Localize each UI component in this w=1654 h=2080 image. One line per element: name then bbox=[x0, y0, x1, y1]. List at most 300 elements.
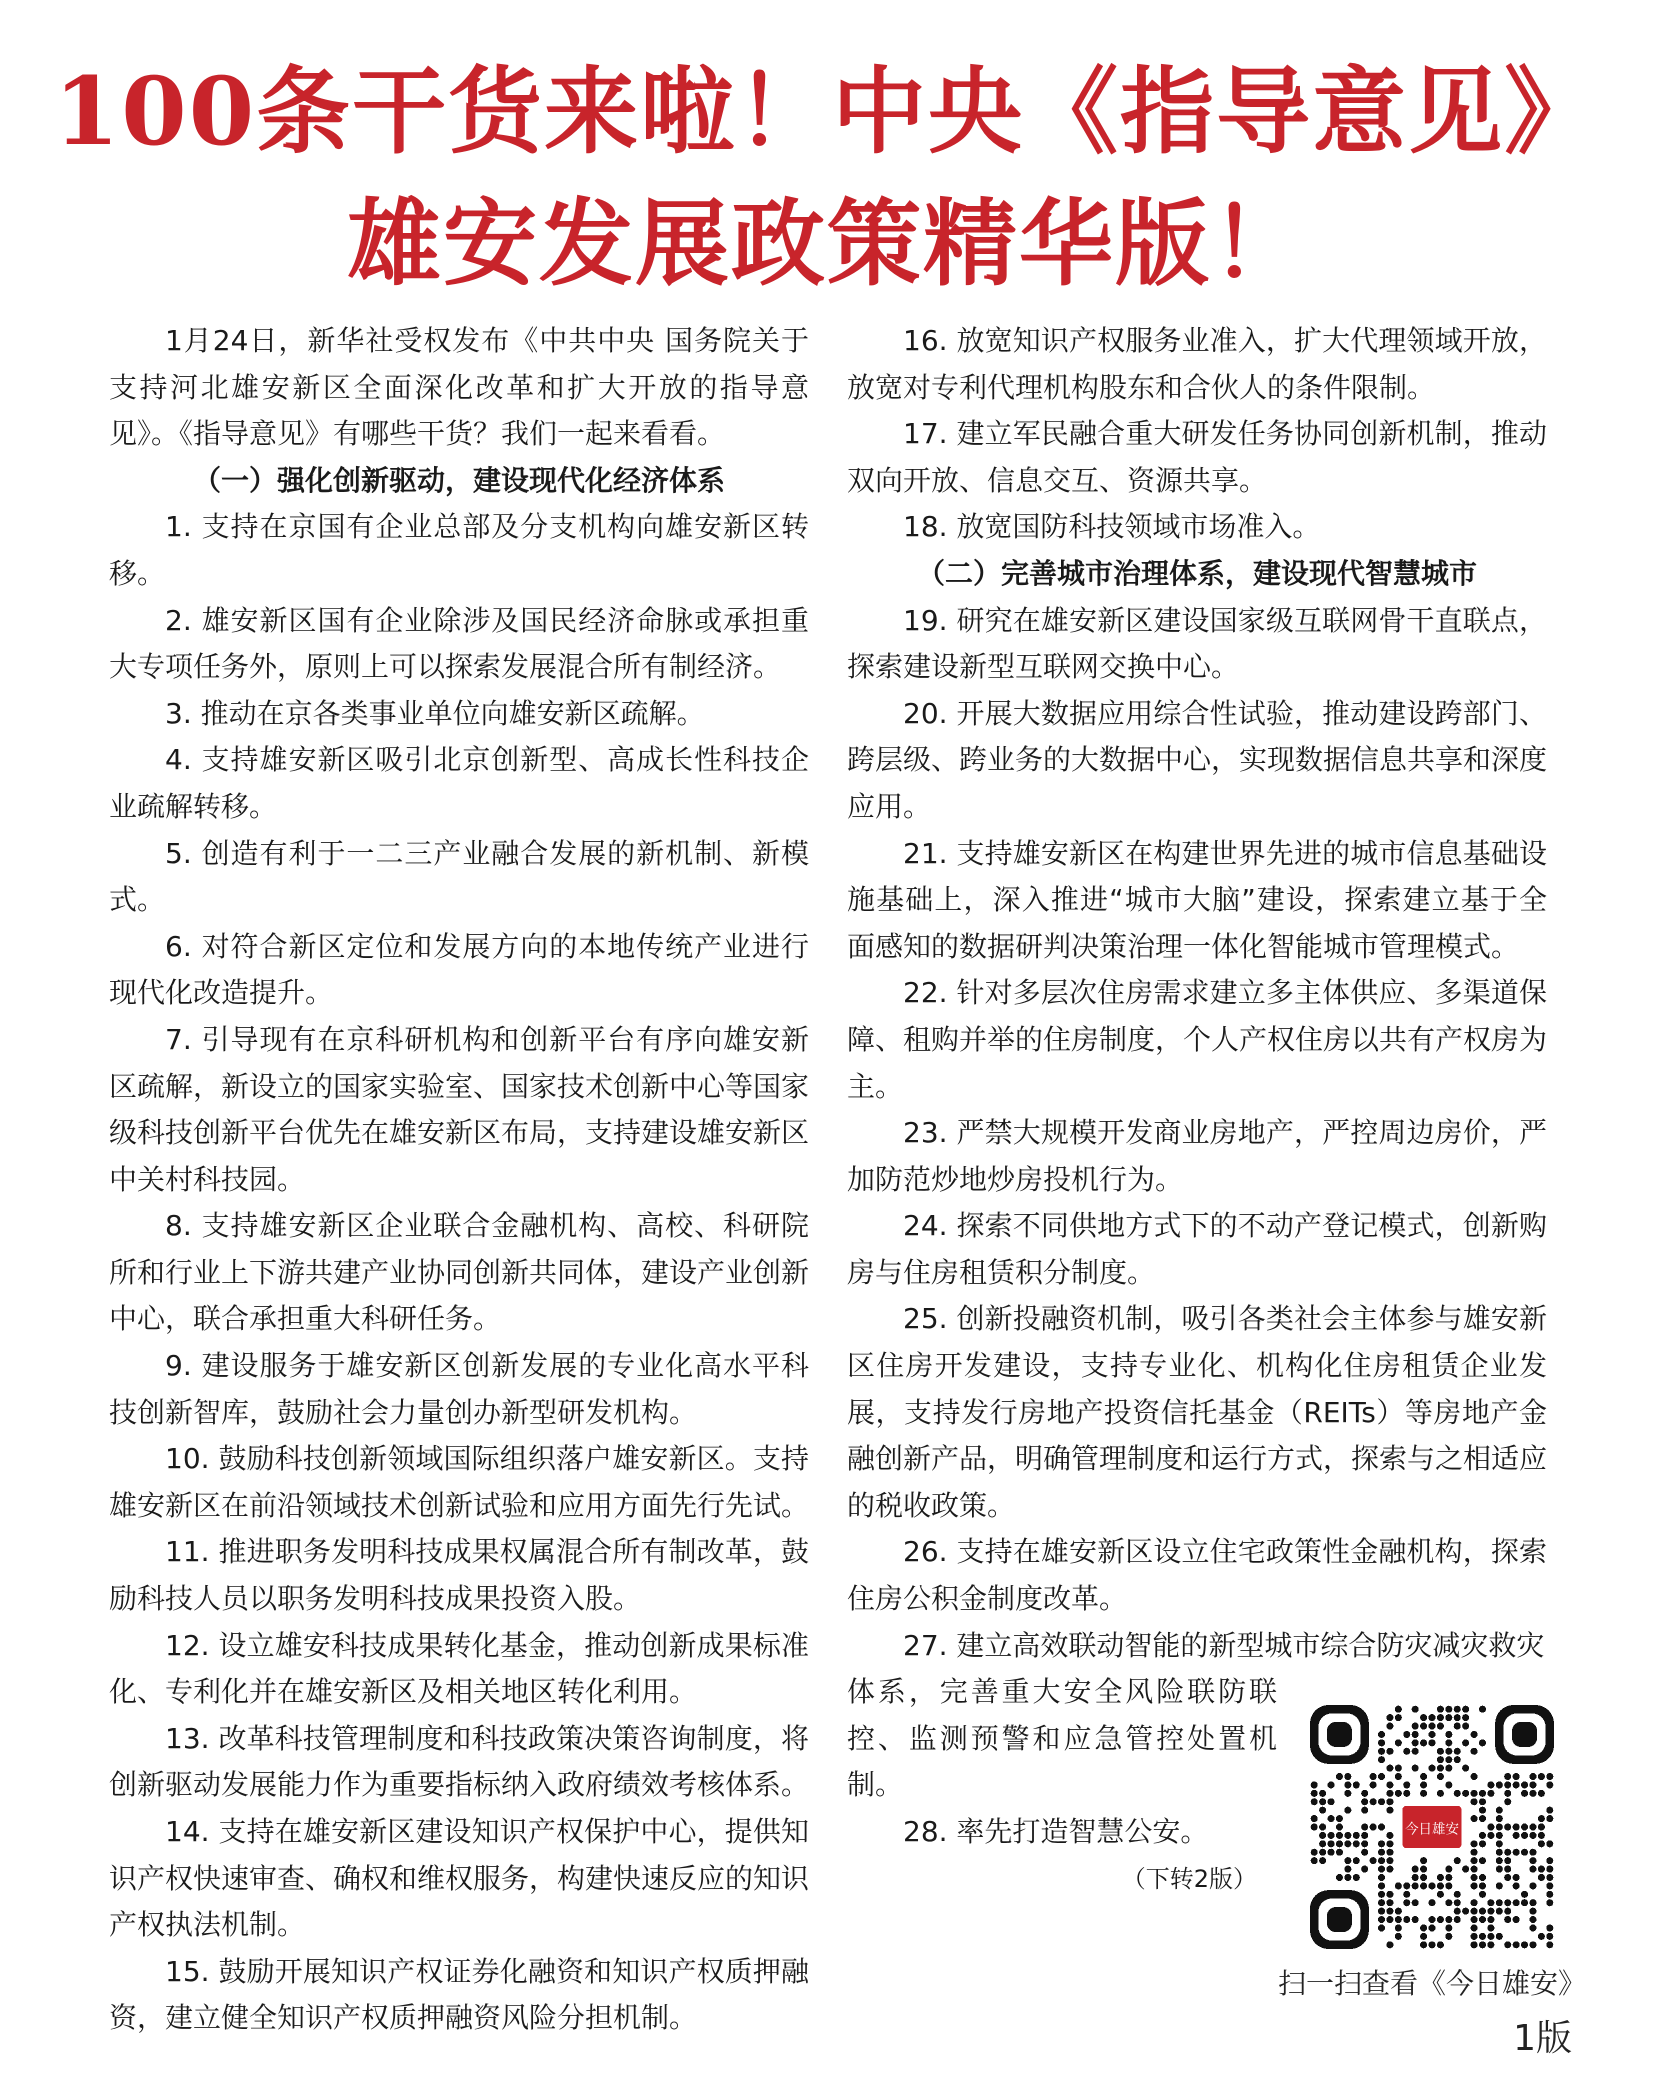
qr-module bbox=[1496, 1849, 1503, 1856]
list-item: 15. 鼓励开展知识产权证券化融资和知识产权质押融资，建立健全知识产权质押融资风险分担机制。 bbox=[109, 1954, 809, 2035]
qr-module bbox=[1445, 1781, 1452, 1788]
qr-code[interactable] bbox=[1310, 1705, 1554, 1949]
qr-module bbox=[1471, 1916, 1478, 1923]
qr-module bbox=[1428, 1731, 1435, 1738]
qr-module bbox=[1344, 1781, 1351, 1788]
qr-module bbox=[1529, 1773, 1536, 1780]
qr-module bbox=[1361, 1849, 1368, 1856]
qr-module bbox=[1445, 1882, 1452, 1889]
qr-module bbox=[1428, 1739, 1435, 1746]
qr-module bbox=[1378, 1924, 1385, 1931]
qr-module bbox=[1546, 1924, 1553, 1931]
qr-module bbox=[1412, 1899, 1419, 1906]
qr-module bbox=[1445, 1874, 1452, 1881]
qr-module bbox=[1529, 1849, 1536, 1856]
qr-module bbox=[1386, 1714, 1393, 1721]
qr-module bbox=[1386, 1840, 1393, 1847]
qr-module bbox=[1513, 1823, 1520, 1830]
qr-module bbox=[1529, 1832, 1536, 1839]
qr-module bbox=[1546, 1840, 1553, 1847]
qr-module bbox=[1386, 1765, 1393, 1772]
qr-module bbox=[1546, 1857, 1553, 1864]
qr-module bbox=[1538, 1832, 1545, 1839]
qr-module bbox=[1462, 1739, 1469, 1746]
qr-module bbox=[1412, 1723, 1419, 1730]
qr-module bbox=[1437, 1874, 1444, 1881]
qr-module bbox=[1445, 1866, 1452, 1873]
qr-module bbox=[1328, 1781, 1335, 1788]
qr-module bbox=[1513, 1882, 1520, 1889]
qr-module bbox=[1479, 1815, 1486, 1822]
qr-module bbox=[1504, 1798, 1511, 1805]
qr-module bbox=[1445, 1916, 1452, 1923]
qr-module bbox=[1395, 1765, 1402, 1772]
qr-module bbox=[1428, 1899, 1435, 1906]
qr-module bbox=[1386, 1857, 1393, 1864]
qr-module bbox=[1428, 1882, 1435, 1889]
qr-module bbox=[1521, 1941, 1528, 1948]
qr-module bbox=[1336, 1815, 1343, 1822]
qr-module bbox=[1378, 1908, 1385, 1915]
qr-module bbox=[1529, 1790, 1536, 1797]
qr-module bbox=[1319, 1849, 1326, 1856]
qr-module bbox=[1361, 1790, 1368, 1797]
qr-module bbox=[1437, 1706, 1444, 1713]
qr-module bbox=[1386, 1723, 1393, 1730]
list-item: 10. 鼓励科技创新领域国际组织落户雄安新区。支持雄安新区在前沿领域技术创新试验和应用方面先行先试。 bbox=[109, 1442, 810, 1522]
headline-line-1: 100条干货来啦！中央《指导意见》 bbox=[53, 57, 1601, 167]
qr-module bbox=[1546, 1781, 1553, 1788]
qr-module bbox=[1378, 1731, 1385, 1738]
qr-module bbox=[1395, 1773, 1402, 1780]
qr-module bbox=[1319, 1790, 1326, 1797]
list-item-27-start: 27. 建立高效联动智能的新型城市综合防灾减灾救灾 bbox=[903, 1628, 1545, 1662]
list-item: 24. 探索不同供地方式下的不动产登记模式，创新购房与住房租赁积分制度。 bbox=[847, 1209, 1547, 1289]
qr-module bbox=[1445, 1739, 1452, 1746]
qr-module bbox=[1428, 1765, 1435, 1772]
qr-module bbox=[1445, 1714, 1452, 1721]
qr-module bbox=[1487, 1790, 1494, 1797]
qr-module bbox=[1521, 1899, 1528, 1906]
qr-module bbox=[1420, 1941, 1427, 1948]
qr-module bbox=[1420, 1933, 1427, 1940]
qr-module bbox=[1412, 1748, 1419, 1755]
qr-module bbox=[1319, 1840, 1326, 1847]
qr-module bbox=[1378, 1849, 1385, 1856]
qr-module bbox=[1529, 1924, 1536, 1931]
qr-module bbox=[1496, 1832, 1503, 1839]
qr-module bbox=[1378, 1882, 1385, 1889]
qr-module bbox=[1395, 1916, 1402, 1923]
qr-module bbox=[1496, 1882, 1503, 1889]
qr-module bbox=[1471, 1874, 1478, 1881]
qr-module bbox=[1344, 1857, 1351, 1864]
qr-module bbox=[1445, 1706, 1452, 1713]
qr-module bbox=[1513, 1874, 1520, 1881]
qr-module bbox=[1487, 1823, 1494, 1830]
qr-module bbox=[1428, 1714, 1435, 1721]
qr-module bbox=[1403, 1731, 1410, 1738]
list-item: 13. 改革科技管理制度和科技政策决策咨询制度，将创新驱动发展能力作为重要指标纳入政府绩效考核体系。 bbox=[109, 1721, 810, 1802]
qr-module bbox=[1496, 1899, 1503, 1906]
list-item: 28. 率先打造智慧公安。 bbox=[903, 1815, 1209, 1848]
list-item: 18. 放宽国防科技领域市场准入。 bbox=[903, 510, 1321, 544]
qr-module bbox=[1353, 1874, 1360, 1881]
qr-module bbox=[1412, 1739, 1419, 1746]
qr-module bbox=[1454, 1857, 1461, 1864]
qr-module bbox=[1344, 1832, 1351, 1839]
qr-module bbox=[1412, 1874, 1419, 1881]
qr-module bbox=[1412, 1731, 1419, 1738]
qr-module bbox=[1445, 1731, 1452, 1738]
qr-module bbox=[1479, 1832, 1486, 1839]
qr-module bbox=[1370, 1781, 1377, 1788]
qr-module bbox=[1378, 1773, 1385, 1780]
qr-module bbox=[1445, 1933, 1452, 1940]
qr-module bbox=[1504, 1790, 1511, 1797]
list-item-27-continued: 体系，完善重大安全风险联防联控、监测预警和应急管控处置机制。 bbox=[847, 1675, 1277, 1802]
qr-module bbox=[1479, 1908, 1486, 1915]
qr-module bbox=[1496, 1781, 1503, 1788]
list-item: 16. 放宽知识产权服务业准入，扩大代理领域开放，放宽对专利代理机构股东和合伙人的条件限制。 bbox=[847, 324, 1547, 404]
left-column bbox=[109, 318, 809, 2042]
qr-module bbox=[1437, 1882, 1444, 1889]
qr-module bbox=[1420, 1874, 1427, 1881]
qr-module bbox=[1496, 1823, 1503, 1830]
qr-module bbox=[1546, 1866, 1553, 1873]
qr-module bbox=[1311, 1857, 1318, 1864]
qr-module bbox=[1479, 1874, 1486, 1881]
qr-module bbox=[1471, 1924, 1478, 1931]
qr-module bbox=[1479, 1916, 1486, 1923]
qr-module bbox=[1487, 1908, 1494, 1915]
list-item: 21. 支持雄安新区在构建世界先进的城市信息基础设施基础上，深入推进“城市大脑”建设，探索建立基于全面感知的数据研判决策治理一体化智能城市管理模式。 bbox=[847, 836, 1547, 963]
qr-module bbox=[1370, 1773, 1377, 1780]
qr-module bbox=[1311, 1798, 1318, 1805]
qr-module bbox=[1471, 1773, 1478, 1780]
qr-module bbox=[1412, 1706, 1419, 1713]
qr-module bbox=[1361, 1823, 1368, 1830]
qr-module bbox=[1546, 1933, 1553, 1940]
qr-module bbox=[1403, 1790, 1410, 1797]
qr-module bbox=[1386, 1807, 1393, 1814]
qr-module bbox=[1454, 1916, 1461, 1923]
qr-module bbox=[1336, 1823, 1343, 1830]
section-heading-1: （一）强化创新驱动，建设现代化经济体系 bbox=[192, 463, 725, 497]
qr-module bbox=[1504, 1773, 1511, 1780]
qr-module bbox=[1529, 1781, 1536, 1788]
qr-module bbox=[1521, 1891, 1528, 1898]
qr-module bbox=[1496, 1857, 1503, 1864]
qr-module bbox=[1487, 1916, 1494, 1923]
qr-module bbox=[1344, 1807, 1351, 1814]
qr-module bbox=[1521, 1849, 1528, 1856]
qr-module bbox=[1412, 1916, 1419, 1923]
qr-module bbox=[1420, 1714, 1427, 1721]
qr-module bbox=[1462, 1866, 1469, 1873]
list-item: 12. 设立雄安科技成果转化基金，推动创新成果标准化、专利化并在雄安新区及相关地区转化利用。 bbox=[109, 1628, 809, 1709]
qr-module bbox=[1437, 1773, 1444, 1780]
list-item: 1. 支持在京国有企业总部及分支机构向雄安新区转移。 bbox=[109, 510, 809, 590]
qr-module bbox=[1504, 1908, 1511, 1915]
qr-module bbox=[1529, 1899, 1536, 1906]
qr-module bbox=[1546, 1773, 1553, 1780]
qr-module bbox=[1487, 1781, 1494, 1788]
qr-module bbox=[1395, 1706, 1402, 1713]
qr-module bbox=[1496, 1866, 1503, 1873]
qr-module bbox=[1462, 1706, 1469, 1713]
qr-module bbox=[1328, 1840, 1335, 1847]
qr-module bbox=[1412, 1765, 1419, 1772]
qr-module bbox=[1471, 1731, 1478, 1738]
qr-module bbox=[1336, 1849, 1343, 1856]
qr-module bbox=[1344, 1840, 1351, 1847]
qr-module bbox=[1487, 1899, 1494, 1906]
qr-module bbox=[1513, 1941, 1520, 1948]
qr-module bbox=[1521, 1790, 1528, 1797]
qr-module bbox=[1428, 1916, 1435, 1923]
qr-module bbox=[1487, 1941, 1494, 1948]
list-item: 17. 建立军民融合重大研发任务协同创新机制，推动双向开放、信息交互、资源共享。 bbox=[847, 417, 1547, 497]
qr-module bbox=[1378, 1748, 1385, 1755]
qr-module bbox=[1504, 1899, 1511, 1906]
qr-module bbox=[1353, 1840, 1360, 1847]
qr-module bbox=[1471, 1908, 1478, 1915]
qr-module bbox=[1454, 1790, 1461, 1797]
qr-module bbox=[1529, 1908, 1536, 1915]
qr-module bbox=[1420, 1924, 1427, 1931]
qr-module bbox=[1504, 1823, 1511, 1830]
qr-module bbox=[1504, 1874, 1511, 1881]
qr-module bbox=[1471, 1815, 1478, 1822]
qr-module bbox=[1445, 1748, 1452, 1755]
qr-module bbox=[1437, 1714, 1444, 1721]
qr-module bbox=[1386, 1908, 1393, 1915]
qr-module bbox=[1546, 1941, 1553, 1948]
qr-module bbox=[1479, 1840, 1486, 1847]
qr-module bbox=[1336, 1840, 1343, 1847]
qr-module bbox=[1529, 1866, 1536, 1873]
qr-module bbox=[1437, 1941, 1444, 1948]
list-item: 11. 推进职务发明科技成果权属混合所有制改革，鼓励科技人员以职务发明科技成果投资入股。 bbox=[109, 1535, 809, 1616]
qr-module bbox=[1471, 1941, 1478, 1948]
qr-module bbox=[1361, 1798, 1368, 1805]
qr-module bbox=[1454, 1706, 1461, 1713]
list-item: 22. 针对多层次住房需求建立多主体供应、多渠道保障、租购并举的住房制度，个人产权住房以共有产权房为主。 bbox=[847, 976, 1548, 1103]
qr-module bbox=[1353, 1781, 1360, 1788]
qr-module bbox=[1479, 1807, 1486, 1814]
qr-module bbox=[1353, 1857, 1360, 1864]
qr-finder-bottom-left bbox=[1310, 1890, 1369, 1949]
qr-finder-top-left bbox=[1310, 1705, 1369, 1764]
qr-module bbox=[1403, 1891, 1410, 1898]
qr-module bbox=[1420, 1723, 1427, 1730]
qr-module bbox=[1420, 1882, 1427, 1889]
headline bbox=[0, 46, 1654, 310]
qr-module bbox=[1378, 1823, 1385, 1830]
qr-module bbox=[1471, 1933, 1478, 1940]
qr-module bbox=[1403, 1882, 1410, 1889]
qr-module bbox=[1538, 1815, 1545, 1822]
qr-module bbox=[1504, 1857, 1511, 1864]
qr-module bbox=[1428, 1723, 1435, 1730]
qr-module bbox=[1513, 1849, 1520, 1856]
qr-module bbox=[1504, 1866, 1511, 1873]
qr-module bbox=[1311, 1790, 1318, 1797]
qr-module bbox=[1378, 1916, 1385, 1923]
qr-module bbox=[1513, 1899, 1520, 1906]
qr-module bbox=[1546, 1891, 1553, 1898]
qr-module bbox=[1378, 1840, 1385, 1847]
list-item: 2. 雄安新区国有企业除涉及国民经济命脉或承担重大专项任务外，原则上可以探索发展混合所有制经济。 bbox=[109, 603, 809, 684]
list-item: 20. 开展大数据应用综合性试验，推动建设跨部门、跨层级、跨业务的大数据中心，实现数据信息共享和深度应用。 bbox=[847, 696, 1548, 823]
qr-module bbox=[1386, 1891, 1393, 1898]
qr-module bbox=[1471, 1899, 1478, 1906]
page-number: 1版 bbox=[1513, 2018, 1572, 2059]
headline-line-2: 雄安发展政策精华版！ bbox=[346, 189, 1307, 299]
qr-module bbox=[1437, 1891, 1444, 1898]
qr-module bbox=[1504, 1916, 1511, 1923]
qr-module bbox=[1344, 1866, 1351, 1873]
qr-module bbox=[1521, 1823, 1528, 1830]
qr-module bbox=[1328, 1798, 1335, 1805]
qr-module bbox=[1403, 1916, 1410, 1923]
qr-module bbox=[1386, 1866, 1393, 1873]
qr-module bbox=[1479, 1790, 1486, 1797]
qr-module bbox=[1454, 1748, 1461, 1755]
qr-module bbox=[1386, 1849, 1393, 1856]
qr-module bbox=[1437, 1790, 1444, 1797]
qr-module bbox=[1437, 1748, 1444, 1755]
qr-module bbox=[1386, 1781, 1393, 1788]
qr-module bbox=[1538, 1823, 1545, 1830]
qr-module bbox=[1487, 1832, 1494, 1839]
qr-module bbox=[1361, 1840, 1368, 1847]
qr-finder-top-right bbox=[1495, 1705, 1554, 1764]
qr-module bbox=[1319, 1832, 1326, 1839]
qr-module bbox=[1378, 1866, 1385, 1873]
qr-module bbox=[1454, 1891, 1461, 1898]
qr-module bbox=[1378, 1739, 1385, 1746]
continued-on-page-2-note: （下转2版） bbox=[1121, 1864, 1257, 1893]
qr-module bbox=[1479, 1941, 1486, 1948]
qr-module bbox=[1538, 1840, 1545, 1847]
qr-module bbox=[1336, 1832, 1343, 1839]
qr-module bbox=[1504, 1849, 1511, 1856]
qr-module bbox=[1513, 1773, 1520, 1780]
qr-module bbox=[1386, 1790, 1393, 1797]
qr-module bbox=[1496, 1908, 1503, 1915]
qr-module bbox=[1378, 1756, 1385, 1763]
qr-module bbox=[1496, 1840, 1503, 1847]
list-item: 23. 严禁大规模开发商业房地产，严控周边房价，严加防范炒地炒房投机行为。 bbox=[847, 1116, 1547, 1196]
qr-module bbox=[1462, 1765, 1469, 1772]
qr-module bbox=[1428, 1941, 1435, 1948]
qr-module bbox=[1361, 1832, 1368, 1839]
qr-module bbox=[1412, 1866, 1419, 1873]
qr-module bbox=[1445, 1899, 1452, 1906]
list-item: 3. 推动在京各类事业单位向雄安新区疏解。 bbox=[165, 696, 705, 730]
qr-module bbox=[1336, 1874, 1343, 1881]
qr-module bbox=[1378, 1891, 1385, 1898]
qr-module bbox=[1370, 1798, 1377, 1805]
qr-module bbox=[1403, 1899, 1410, 1906]
qr-module bbox=[1386, 1832, 1393, 1839]
qr-module bbox=[1462, 1723, 1469, 1730]
qr-module bbox=[1403, 1748, 1410, 1755]
qr-module bbox=[1395, 1933, 1402, 1940]
qr-module bbox=[1471, 1840, 1478, 1847]
qr-module bbox=[1319, 1807, 1326, 1814]
list-item: 7. 引导现有在京科研机构和创新平台有序向雄安新区疏解，新设立的国家实验室、国家技术创新中心等国家级科技创新平台优先在雄安新区布局，支持建设雄安新区中关村科技园。 bbox=[109, 1022, 810, 1196]
qr-module bbox=[1462, 1908, 1469, 1915]
qr-module bbox=[1311, 1781, 1318, 1788]
qr-module bbox=[1328, 1815, 1335, 1822]
qr-module bbox=[1395, 1739, 1402, 1746]
qr-module bbox=[1386, 1798, 1393, 1805]
qr-module bbox=[1386, 1916, 1393, 1923]
qr-module bbox=[1471, 1866, 1478, 1873]
qr-module bbox=[1403, 1781, 1410, 1788]
qr-module bbox=[1344, 1773, 1351, 1780]
qr-module bbox=[1454, 1899, 1461, 1906]
qr-module bbox=[1336, 1773, 1343, 1780]
qr-module bbox=[1462, 1790, 1469, 1797]
qr-module bbox=[1529, 1882, 1536, 1889]
qr-module bbox=[1370, 1857, 1377, 1864]
qr-module bbox=[1395, 1714, 1402, 1721]
qr-module bbox=[1353, 1832, 1360, 1839]
qr-module bbox=[1420, 1790, 1427, 1797]
section-heading-2: （二）完善城市治理体系，建设现代智慧城市 bbox=[916, 556, 1477, 590]
qr-module bbox=[1386, 1899, 1393, 1906]
qr-module bbox=[1378, 1874, 1385, 1881]
qr-module bbox=[1420, 1773, 1427, 1780]
qr-module bbox=[1420, 1857, 1427, 1864]
qr-module bbox=[1319, 1857, 1326, 1864]
qr-module bbox=[1437, 1723, 1444, 1730]
qr-module bbox=[1420, 1781, 1427, 1788]
qr-module bbox=[1521, 1781, 1528, 1788]
qr-module bbox=[1462, 1714, 1469, 1721]
qr-module bbox=[1395, 1790, 1402, 1797]
qr-module bbox=[1513, 1832, 1520, 1839]
qr-module bbox=[1361, 1866, 1368, 1873]
qr-module bbox=[1529, 1823, 1536, 1830]
qr-module bbox=[1395, 1882, 1402, 1889]
qr-module bbox=[1546, 1882, 1553, 1889]
qr-module bbox=[1328, 1849, 1335, 1856]
qr-module bbox=[1386, 1941, 1393, 1948]
list-item: 19. 研究在雄安新区建设国家级互联网骨干直联点，探索建设新型互联网交换中心。 bbox=[847, 603, 1547, 684]
qr-module bbox=[1378, 1798, 1385, 1805]
qr-module bbox=[1538, 1773, 1545, 1780]
qr-module bbox=[1496, 1815, 1503, 1822]
qr-module bbox=[1395, 1908, 1402, 1915]
qr-module bbox=[1538, 1933, 1545, 1940]
qr-module bbox=[1328, 1832, 1335, 1839]
qr-module bbox=[1487, 1933, 1494, 1940]
qr-module bbox=[1529, 1916, 1536, 1923]
qr-module bbox=[1479, 1882, 1486, 1889]
qr-module bbox=[1445, 1924, 1452, 1931]
qr-module bbox=[1471, 1882, 1478, 1889]
list-item: 14. 支持在雄安新区建设知识产权保护中心，提供知识产权快速审查、确权和维权服务，构建快速反应的知识产权执法机制。 bbox=[109, 1815, 810, 1942]
qr-module bbox=[1471, 1790, 1478, 1797]
qr-module bbox=[1471, 1748, 1478, 1755]
list-item: 4. 支持雄安新区吸引北京创新型、高成长性科技企业疏解转移。 bbox=[109, 743, 809, 823]
list-item: 5. 创造有利于一二三产业融合发展的新机制、新模式。 bbox=[109, 836, 809, 917]
